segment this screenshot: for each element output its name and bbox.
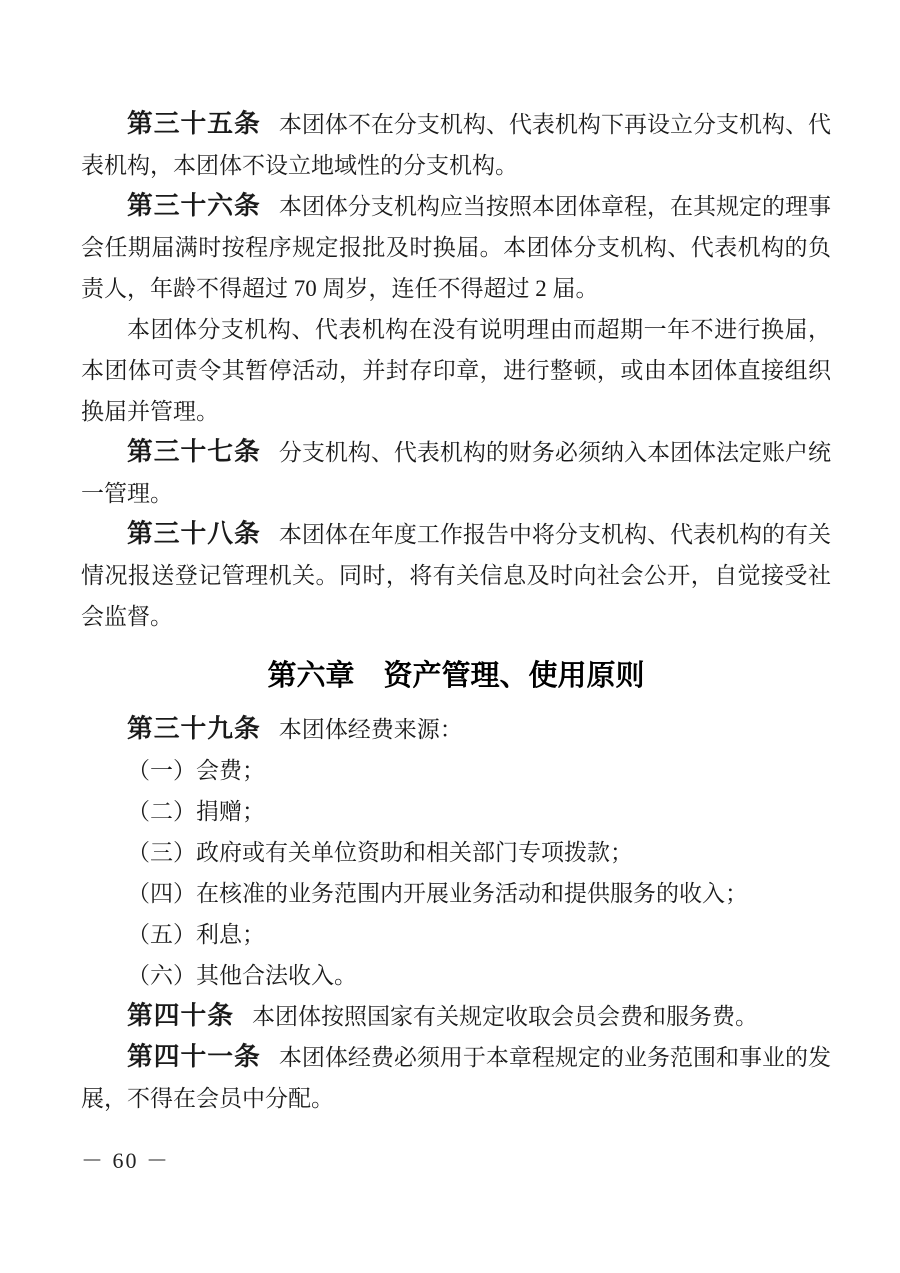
article-36-paragraph: [81, 186, 831, 309]
article-39-number: 第三十九条: [127, 714, 261, 744]
article-36-supplement-text: 本团体分支机构、代表机构在没有说明理由而超期一年不进行换届，本团体可责令其暂停活动，并封存印章，进行整顿，或由本团体直接组织换届并管理。: [81, 317, 831, 424]
article-35-text: 本团体不在分支机构、代表机构下再设立分支机构、代表机构，本团体不设立地域性的分支机构。: [81, 112, 832, 178]
chapter-6-heading: 第六章 资产管理、使用原则: [267, 658, 645, 692]
article-38-paragraph: [81, 514, 831, 637]
article-40-number: 第四十条: [127, 1001, 234, 1031]
funding-source-item-2: （二）捐赠；: [127, 799, 265, 824]
page-number: － 60 －: [81, 1148, 171, 1173]
article-36-number: 第三十六条: [127, 191, 261, 221]
article-41-text: 本团体经费必须用于本章程规定的业务范围和事业的发展，不得在会员中分配。: [81, 1045, 832, 1111]
article-37-text: 分支机构、代表机构的财务必须纳入本团体法定账户统一管理。: [81, 440, 832, 506]
article-39-text: 本团体经费来源：: [278, 717, 463, 742]
article-38-text: 本团体在年度工作报告中将分支机构、代表机构的有关情况报送登记管理机关。同时，将有关信息及时向社会公开，自觉接受社会监督。: [81, 522, 832, 629]
funding-source-item-4: （四）在核准的业务范围内开展业务活动和提供服务的收入；: [127, 881, 748, 906]
article-35-paragraph: [81, 104, 831, 186]
article-41-paragraph: [81, 1037, 831, 1119]
article-36-supplement-paragraph: [81, 309, 831, 432]
article-36-text: 本团体分支机构应当按照本团体章程，在其规定的理事会任期届满时按程序规定报批及时换届。本团体分支机构、代表机构的负责人，年龄不得超过 70 周岁，连任不得超过 2 届。: [81, 194, 832, 301]
article-35-number: 第三十五条: [127, 109, 261, 139]
article-40-paragraph: [81, 996, 831, 1037]
funding-source-item-1: （一）会费；: [127, 758, 265, 783]
funding-source-item-6: （六）其他合法收入。: [127, 963, 357, 988]
article-38-number: 第三十八条: [127, 519, 261, 549]
funding-source-item-3: （三）政府或有关单位资助和相关部门专项拨款；: [127, 840, 633, 865]
article-41-number: 第四十一条: [127, 1042, 261, 1072]
funding-source-item-5: （五）利息；: [127, 922, 265, 947]
article-39-paragraph: [81, 709, 831, 750]
article-40-text: 本团体按照国家有关规定收取会员会费和服务费。: [252, 1004, 759, 1029]
article-37-number: 第三十七条: [127, 437, 261, 467]
article-37-paragraph: [81, 432, 831, 514]
